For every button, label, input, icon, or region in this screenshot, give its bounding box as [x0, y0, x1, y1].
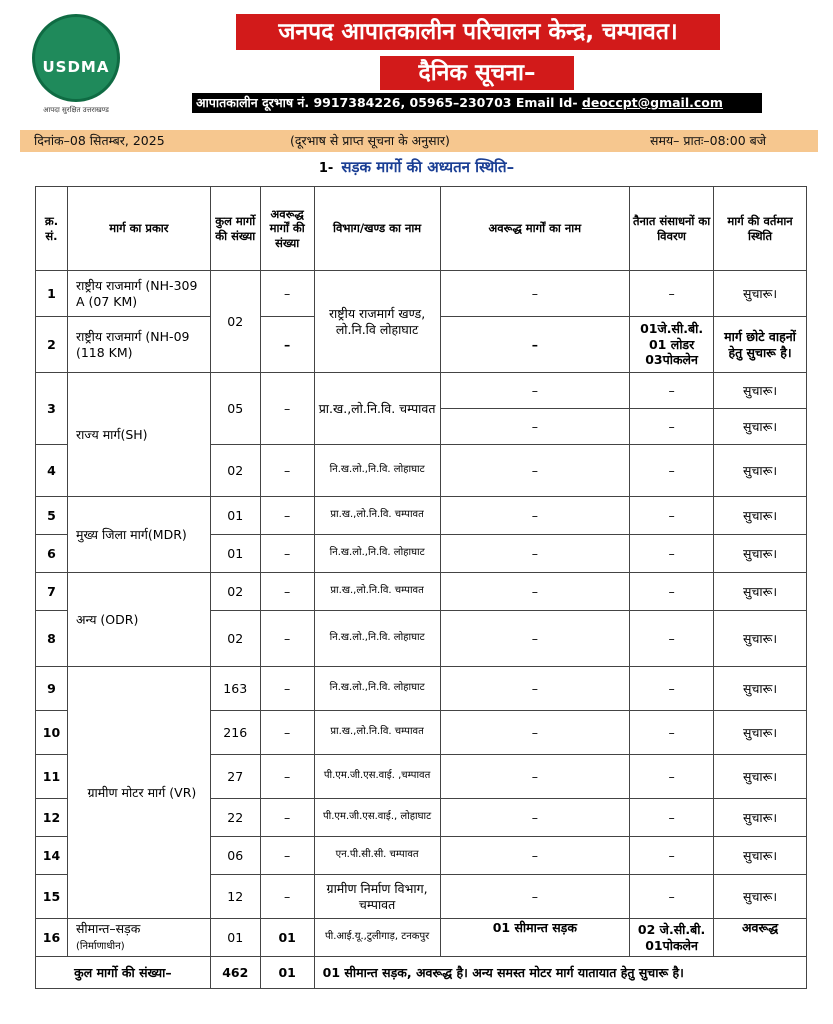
row-resources: –: [630, 611, 714, 667]
usdma-logo: [26, 14, 126, 118]
row-blocked-name: –: [440, 573, 630, 611]
row-dept: पी.एम.जी.एस.वाई. ,चम्पावत: [314, 755, 440, 799]
row-resources: –: [630, 711, 714, 755]
table-row: [36, 667, 807, 711]
row-blocked-name: –: [440, 497, 630, 535]
row-sn: 4: [36, 445, 68, 497]
section-title: सड़क मार्गो की अध्यतन स्थिति–: [341, 158, 515, 176]
row-sn: 14: [36, 837, 68, 875]
contact-prefix: आपातकालीन दूरभाष नं. 9917384226, 05965–230703 Email Id-: [196, 95, 582, 110]
date-text: दिनांक–08 सितम्बर, 2025: [34, 133, 165, 148]
row-status: सुचारू।: [714, 711, 807, 755]
row-dept: नि.ख.लो.,नि.वि. लोहाघाट: [314, 445, 440, 497]
row-total: 06: [210, 837, 260, 875]
row-status: सुचारू।: [714, 837, 807, 875]
row-total: 22: [210, 799, 260, 837]
email-link[interactable]: deoccpt@gmail.com: [581, 95, 723, 110]
row-sn: 1: [36, 271, 68, 317]
row-resources: –: [630, 535, 714, 573]
row-resources: –: [630, 667, 714, 711]
row-type-label: सीमान्त–सड़क: [75, 921, 141, 937]
row-status: सुचारू।: [714, 373, 807, 409]
total-row: [36, 957, 807, 989]
page-subtitle: दैनिक सूचना–: [380, 56, 574, 90]
table-row: [36, 573, 807, 611]
logo-tagline: आपदा सुरक्षित उत्तराखण्ड: [43, 106, 109, 114]
row-resources: –: [630, 573, 714, 611]
row-total: 02: [210, 573, 260, 611]
row-dept: पी.आई.यू.,टुलीगाड़, टनकपुर: [314, 919, 440, 957]
total-count: 462: [210, 957, 260, 989]
row-resources: –: [630, 497, 714, 535]
row-blocked: –: [260, 573, 314, 611]
header-blocked: अवरूद्ध मार्गों की संख्या: [260, 187, 314, 271]
row-status: सुचारू।: [714, 667, 807, 711]
row-type: राष्ट्रीय राजमार्ग (NH-309 A (07 KM): [67, 271, 210, 317]
table-row: [36, 373, 807, 409]
total-summary: 01 सीमान्त सड़क, अवरूद्ध है। अन्य समस्त मोटर मार्ग यातायात हेतु सुचारू है।: [314, 957, 806, 989]
header-resources: तैनात संसाधनों का विवरण: [630, 187, 714, 271]
row-sn: 6: [36, 535, 68, 573]
row-status: सुचारू।: [714, 875, 807, 919]
row-blocked-name: –: [440, 611, 630, 667]
row-resources: –: [630, 875, 714, 919]
row-dept: नि.ख.लो.,नि.वि. लोहाघाट: [314, 535, 440, 573]
row-blocked-name: –: [440, 535, 630, 573]
row-blocked: –: [260, 535, 314, 573]
header-type: मार्ग का प्रकार: [67, 187, 210, 271]
row-total: 12: [210, 875, 260, 919]
row-blocked: –: [260, 373, 314, 445]
row-resources: –: [630, 373, 714, 409]
row-blocked-name: –: [440, 755, 630, 799]
row-resources: –: [630, 755, 714, 799]
row-status: सुचारू।: [714, 611, 807, 667]
row-blocked-name: –: [440, 799, 630, 837]
table-row: [36, 271, 807, 317]
row-blocked: –: [260, 317, 314, 373]
row-blocked-name: –: [440, 373, 630, 409]
row-dept: राष्ट्रीय राजमार्ग खण्ड, लो.नि.वि लोहाघाट: [314, 271, 440, 373]
row-sn: 11: [36, 755, 68, 799]
row-dept: एन.पी.सी.सी. चम्पावत: [314, 837, 440, 875]
row-type: राष्ट्रीय राजमार्ग (NH-09 (118 KM): [67, 317, 210, 373]
row-sn: 5: [36, 497, 68, 535]
row-status: सुचारू।: [714, 497, 807, 535]
row-dept: प्रा.ख.,लो.नि.वि. चम्पावत: [314, 497, 440, 535]
row-sn: 7: [36, 573, 68, 611]
row-total: 05: [210, 373, 260, 445]
row-type: मुख्य जिला मार्ग(MDR): [67, 497, 210, 573]
row-total: 216: [210, 711, 260, 755]
row-blocked: –: [260, 611, 314, 667]
row-blocked-name: –: [440, 837, 630, 875]
row-blocked: –: [260, 755, 314, 799]
row-blocked: –: [260, 711, 314, 755]
table-header-row: [36, 187, 807, 271]
row-blocked: –: [260, 497, 314, 535]
total-label: कुल मार्गो की संख्या–: [36, 957, 211, 989]
row-sn: 10: [36, 711, 68, 755]
row-sn: 9: [36, 667, 68, 711]
row-blocked-name: –: [440, 271, 630, 317]
section-heading: [0, 157, 833, 177]
row-resources: –: [630, 837, 714, 875]
time-text: समय– प्रातः–08:00 बजे: [650, 133, 767, 148]
row-total: 01: [210, 919, 260, 957]
row-dept: प्रा.ख.,लो.नि.वि. चम्पावत: [314, 711, 440, 755]
road-status-table: [35, 186, 807, 989]
row-sn: 3: [36, 373, 68, 445]
row-blocked: –: [260, 799, 314, 837]
row-status: सुचारू।: [714, 271, 807, 317]
row-total: 02: [210, 445, 260, 497]
page-title: जनपद आपातकालीन परिचालन केन्द्र, चम्पावत।: [236, 14, 720, 50]
row-blocked-name: –: [440, 445, 630, 497]
row-type-note: (निर्माणाधीन): [75, 941, 125, 953]
row-resources: –: [630, 271, 714, 317]
row-type: अन्य (ODR): [67, 573, 210, 667]
row-sn: 8: [36, 611, 68, 667]
row-blocked: –: [260, 667, 314, 711]
row-blocked: –: [260, 271, 314, 317]
row-status: सुचारू।: [714, 573, 807, 611]
date-band: [20, 130, 818, 152]
row-status: सुचारू।: [714, 409, 807, 445]
header-dept: विभाग/खण्ड का नाम: [314, 187, 440, 271]
row-blocked: –: [260, 445, 314, 497]
row-sn: 16: [36, 919, 68, 957]
row-dept: ग्रामीण निर्माण विभाग, चम्पावत: [314, 875, 440, 919]
row-resources: –: [630, 799, 714, 837]
row-blocked: –: [260, 837, 314, 875]
row-total: 01: [210, 497, 260, 535]
row-total: 02: [210, 271, 260, 373]
row-total: 163: [210, 667, 260, 711]
logo-text: USDMA: [42, 58, 110, 76]
row-total: 27: [210, 755, 260, 799]
contact-line: [192, 93, 762, 113]
row-status: सुचारू।: [714, 535, 807, 573]
row-type: [67, 919, 210, 957]
row-status: सुचारू।: [714, 755, 807, 799]
header-total: कुल मार्गो की संख्या: [210, 187, 260, 271]
row-blocked-name: –: [440, 667, 630, 711]
row-blocked: –: [260, 875, 314, 919]
row-blocked-name: –: [440, 711, 630, 755]
row-resources: –: [630, 445, 714, 497]
row-dept: नि.ख.लो.,नि.वि. लोहाघाट: [314, 667, 440, 711]
row-dept: प्रा.ख.,लो.नि.वि. चम्पावत: [314, 573, 440, 611]
section-number: 1-: [318, 161, 334, 176]
row-total: 01: [210, 535, 260, 573]
header-blocked-names: अवरूद्ध मार्गों का नाम: [440, 187, 630, 271]
row-resources: 02 जे.सी.बी. 01पोकलेन: [630, 919, 714, 957]
row-resources: 01जे.सी.बी. 01 लोडर 03पोकलेन: [630, 317, 714, 373]
total-blocked: 01: [260, 957, 314, 989]
row-status: अवरूद्ध: [714, 919, 807, 957]
row-status: सुचारू।: [714, 799, 807, 837]
row-sn: 2: [36, 317, 68, 373]
header-status: मार्ग की वर्तमान स्थिति: [714, 187, 807, 271]
row-blocked-name: –: [440, 317, 630, 373]
source-text: (दूरभाष से प्राप्त सूचना के अनुसार): [290, 133, 450, 148]
row-type: राज्य मार्ग(SH): [67, 373, 210, 497]
row-status: मार्ग छोटे वाहनों हेतु सुचारू है।: [714, 317, 807, 373]
row-dept: नि.ख.लो.,नि.वि. लोहाघाट: [314, 611, 440, 667]
row-sn: 12: [36, 799, 68, 837]
row-status: सुचारू।: [714, 445, 807, 497]
table-row: [36, 919, 807, 957]
table-row: [36, 497, 807, 535]
row-blocked: 01: [260, 919, 314, 957]
row-total: 02: [210, 611, 260, 667]
row-dept: पी.एम.जी.एस.वाई., लोहाघाट: [314, 799, 440, 837]
row-blocked-name: –: [440, 409, 630, 445]
row-dept: प्रा.ख.,लो.नि.वि. चम्पावत: [314, 373, 440, 445]
row-resources: –: [630, 409, 714, 445]
row-blocked-name: –: [440, 875, 630, 919]
header-sn: क्र. सं.: [36, 187, 68, 271]
row-type: ग्रामीण मोटर मार्ग (VR): [67, 667, 210, 919]
row-blocked-name: 01 सीमान्त सड़क: [440, 919, 630, 957]
row-sn: 15: [36, 875, 68, 919]
